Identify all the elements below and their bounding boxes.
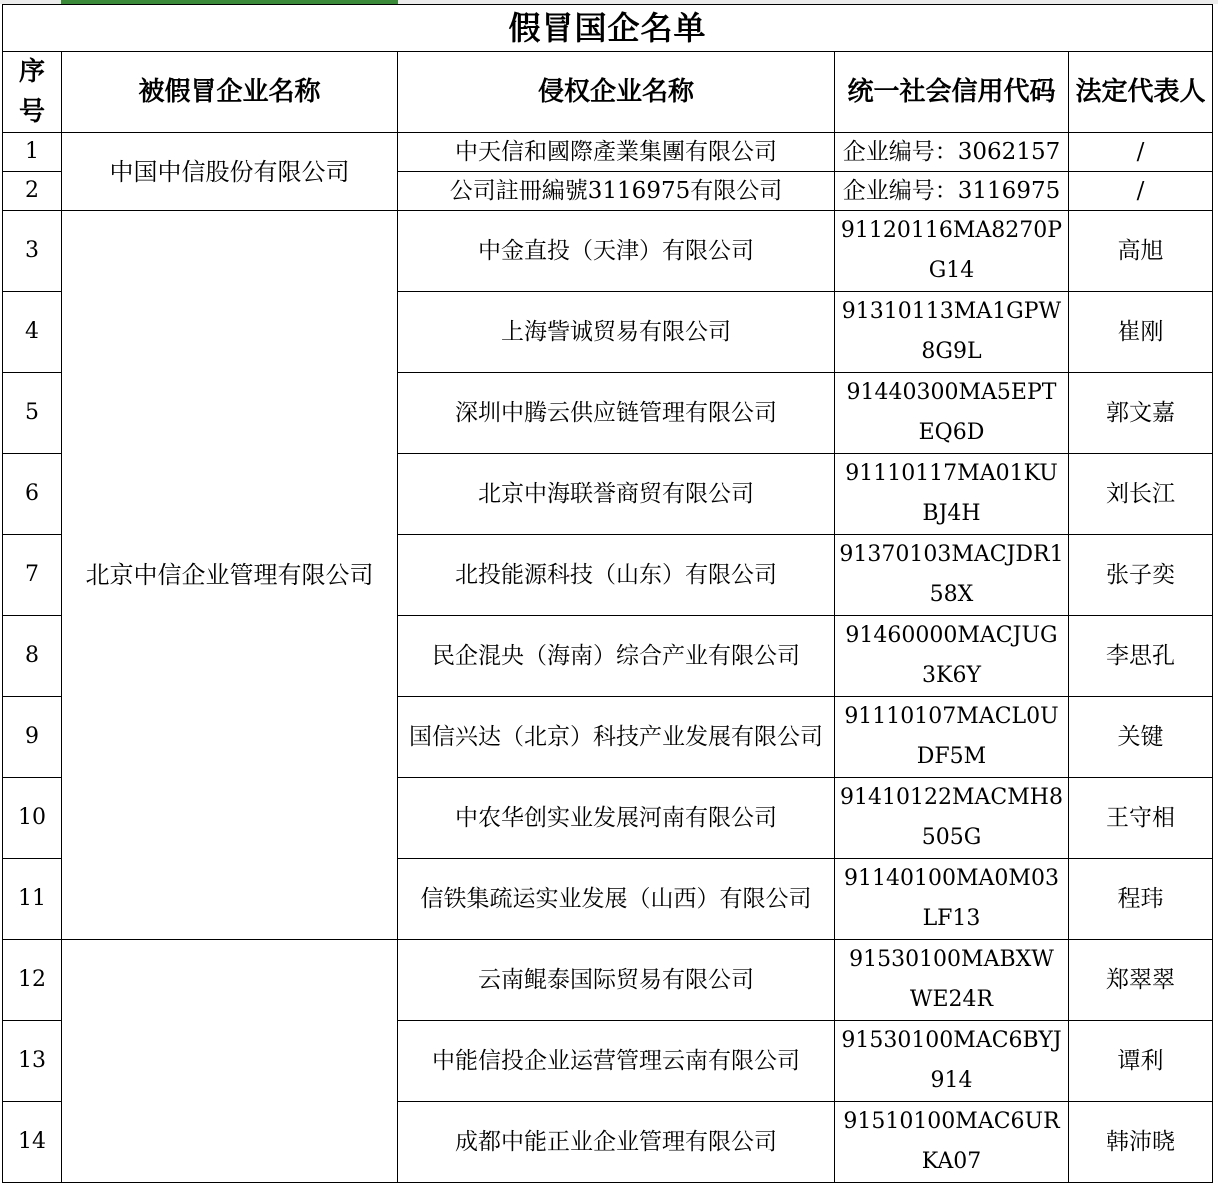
code-cell[interactable]: 91460000MACJUG3K6Y	[835, 616, 1069, 697]
code-cell[interactable]: 91110107MACL0UDF5M	[835, 697, 1069, 778]
code-cell[interactable]: 91120116MA8270PG14	[835, 211, 1069, 292]
seq-cell[interactable]: 14	[3, 1102, 62, 1183]
company-cell[interactable]: 中金直投（天津）有限公司	[398, 211, 835, 292]
seq-cell[interactable]: 13	[3, 1021, 62, 1102]
seq-cell[interactable]: 7	[3, 535, 62, 616]
company-cell[interactable]: 北投能源科技（山东）有限公司	[398, 535, 835, 616]
company-cell[interactable]: 国信兴达（北京）科技产业发展有限公司	[398, 697, 835, 778]
rep-cell[interactable]: 谭利	[1069, 1021, 1213, 1102]
code-cell[interactable]: 91440300MA5EPTEQ6D	[835, 373, 1069, 454]
header-rep[interactable]: 法定代表人	[1069, 52, 1213, 133]
rep-cell[interactable]: 韩沛晓	[1069, 1102, 1213, 1183]
code-cell[interactable]: 91370103MACJDR158X	[835, 535, 1069, 616]
table-title[interactable]: 假冒国企名单	[3, 5, 1213, 52]
code-cell[interactable]: 91530100MABXWWE24R	[835, 940, 1069, 1021]
rep-cell[interactable]: 关键	[1069, 697, 1213, 778]
rep-cell[interactable]: /	[1069, 172, 1213, 211]
code-cell[interactable]: 91110117MA01KUBJ4H	[835, 454, 1069, 535]
impersonated-cell[interactable]: 北京中信企业管理有限公司	[62, 211, 398, 940]
header-seq[interactable]: 序号	[3, 52, 62, 133]
rep-cell[interactable]: /	[1069, 133, 1213, 172]
rep-cell[interactable]: 王守相	[1069, 778, 1213, 859]
rep-cell[interactable]: 崔刚	[1069, 292, 1213, 373]
code-cell[interactable]: 91510100MAC6URKA07	[835, 1102, 1069, 1183]
company-cell[interactable]: 中天信和國際產業集團有限公司	[398, 133, 835, 172]
table-row	[3, 133, 1213, 172]
code-cell[interactable]: 91310113MA1GPW8G9L	[835, 292, 1069, 373]
company-cell[interactable]: 深圳中腾云供应链管理有限公司	[398, 373, 835, 454]
seq-cell[interactable]: 2	[3, 172, 62, 211]
company-cell[interactable]: 北京中海联誉商贸有限公司	[398, 454, 835, 535]
rep-cell[interactable]: 刘长江	[1069, 454, 1213, 535]
code-cell[interactable]: 91530100MAC6BYJ914	[835, 1021, 1069, 1102]
seq-cell[interactable]: 11	[3, 859, 62, 940]
company-cell[interactable]: 中农华创实业发展河南有限公司	[398, 778, 835, 859]
code-cell[interactable]: 企业编号：3116975	[835, 172, 1069, 211]
table-row	[3, 211, 1213, 292]
table-row	[3, 940, 1213, 1021]
rep-cell[interactable]: 程玮	[1069, 859, 1213, 940]
seq-cell[interactable]: 5	[3, 373, 62, 454]
rep-cell[interactable]: 郑翠翠	[1069, 940, 1213, 1021]
header-infringing[interactable]: 侵权企业名称	[398, 52, 835, 133]
header-impersonated[interactable]: 被假冒企业名称	[62, 52, 398, 133]
seq-cell[interactable]: 10	[3, 778, 62, 859]
rep-cell[interactable]: 高旭	[1069, 211, 1213, 292]
company-cell[interactable]: 公司註冊編號3116975有限公司	[398, 172, 835, 211]
code-cell[interactable]: 91140100MA0M03LF13	[835, 859, 1069, 940]
seq-cell[interactable]: 4	[3, 292, 62, 373]
company-cell[interactable]: 信铁集疏运实业发展（山西）有限公司	[398, 859, 835, 940]
code-cell[interactable]: 企业编号：3062157	[835, 133, 1069, 172]
impersonated-cell[interactable]: 中国中信股份有限公司	[62, 133, 398, 211]
seq-cell[interactable]: 1	[3, 133, 62, 172]
impersonated-cell[interactable]	[62, 940, 398, 1183]
company-cell[interactable]: 民企混央（海南）综合产业有限公司	[398, 616, 835, 697]
seq-cell[interactable]: 8	[3, 616, 62, 697]
seq-cell[interactable]: 6	[3, 454, 62, 535]
seq-cell[interactable]: 3	[3, 211, 62, 292]
seq-cell[interactable]: 9	[3, 697, 62, 778]
company-cell[interactable]: 中能信投企业运营管理云南有限公司	[398, 1021, 835, 1102]
company-cell[interactable]: 成都中能正业企业管理有限公司	[398, 1102, 835, 1183]
rep-cell[interactable]: 张子奕	[1069, 535, 1213, 616]
header-code[interactable]: 统一社会信用代码	[835, 52, 1069, 133]
rep-cell[interactable]: 郭文嘉	[1069, 373, 1213, 454]
counterfeit-soe-table	[2, 4, 1213, 1183]
code-cell[interactable]: 91410122MACMH8505G	[835, 778, 1069, 859]
company-cell[interactable]: 上海訾诚贸易有限公司	[398, 292, 835, 373]
rep-cell[interactable]: 李思孔	[1069, 616, 1213, 697]
company-cell[interactable]: 云南鲲泰国际贸易有限公司	[398, 940, 835, 1021]
seq-cell[interactable]: 12	[3, 940, 62, 1021]
